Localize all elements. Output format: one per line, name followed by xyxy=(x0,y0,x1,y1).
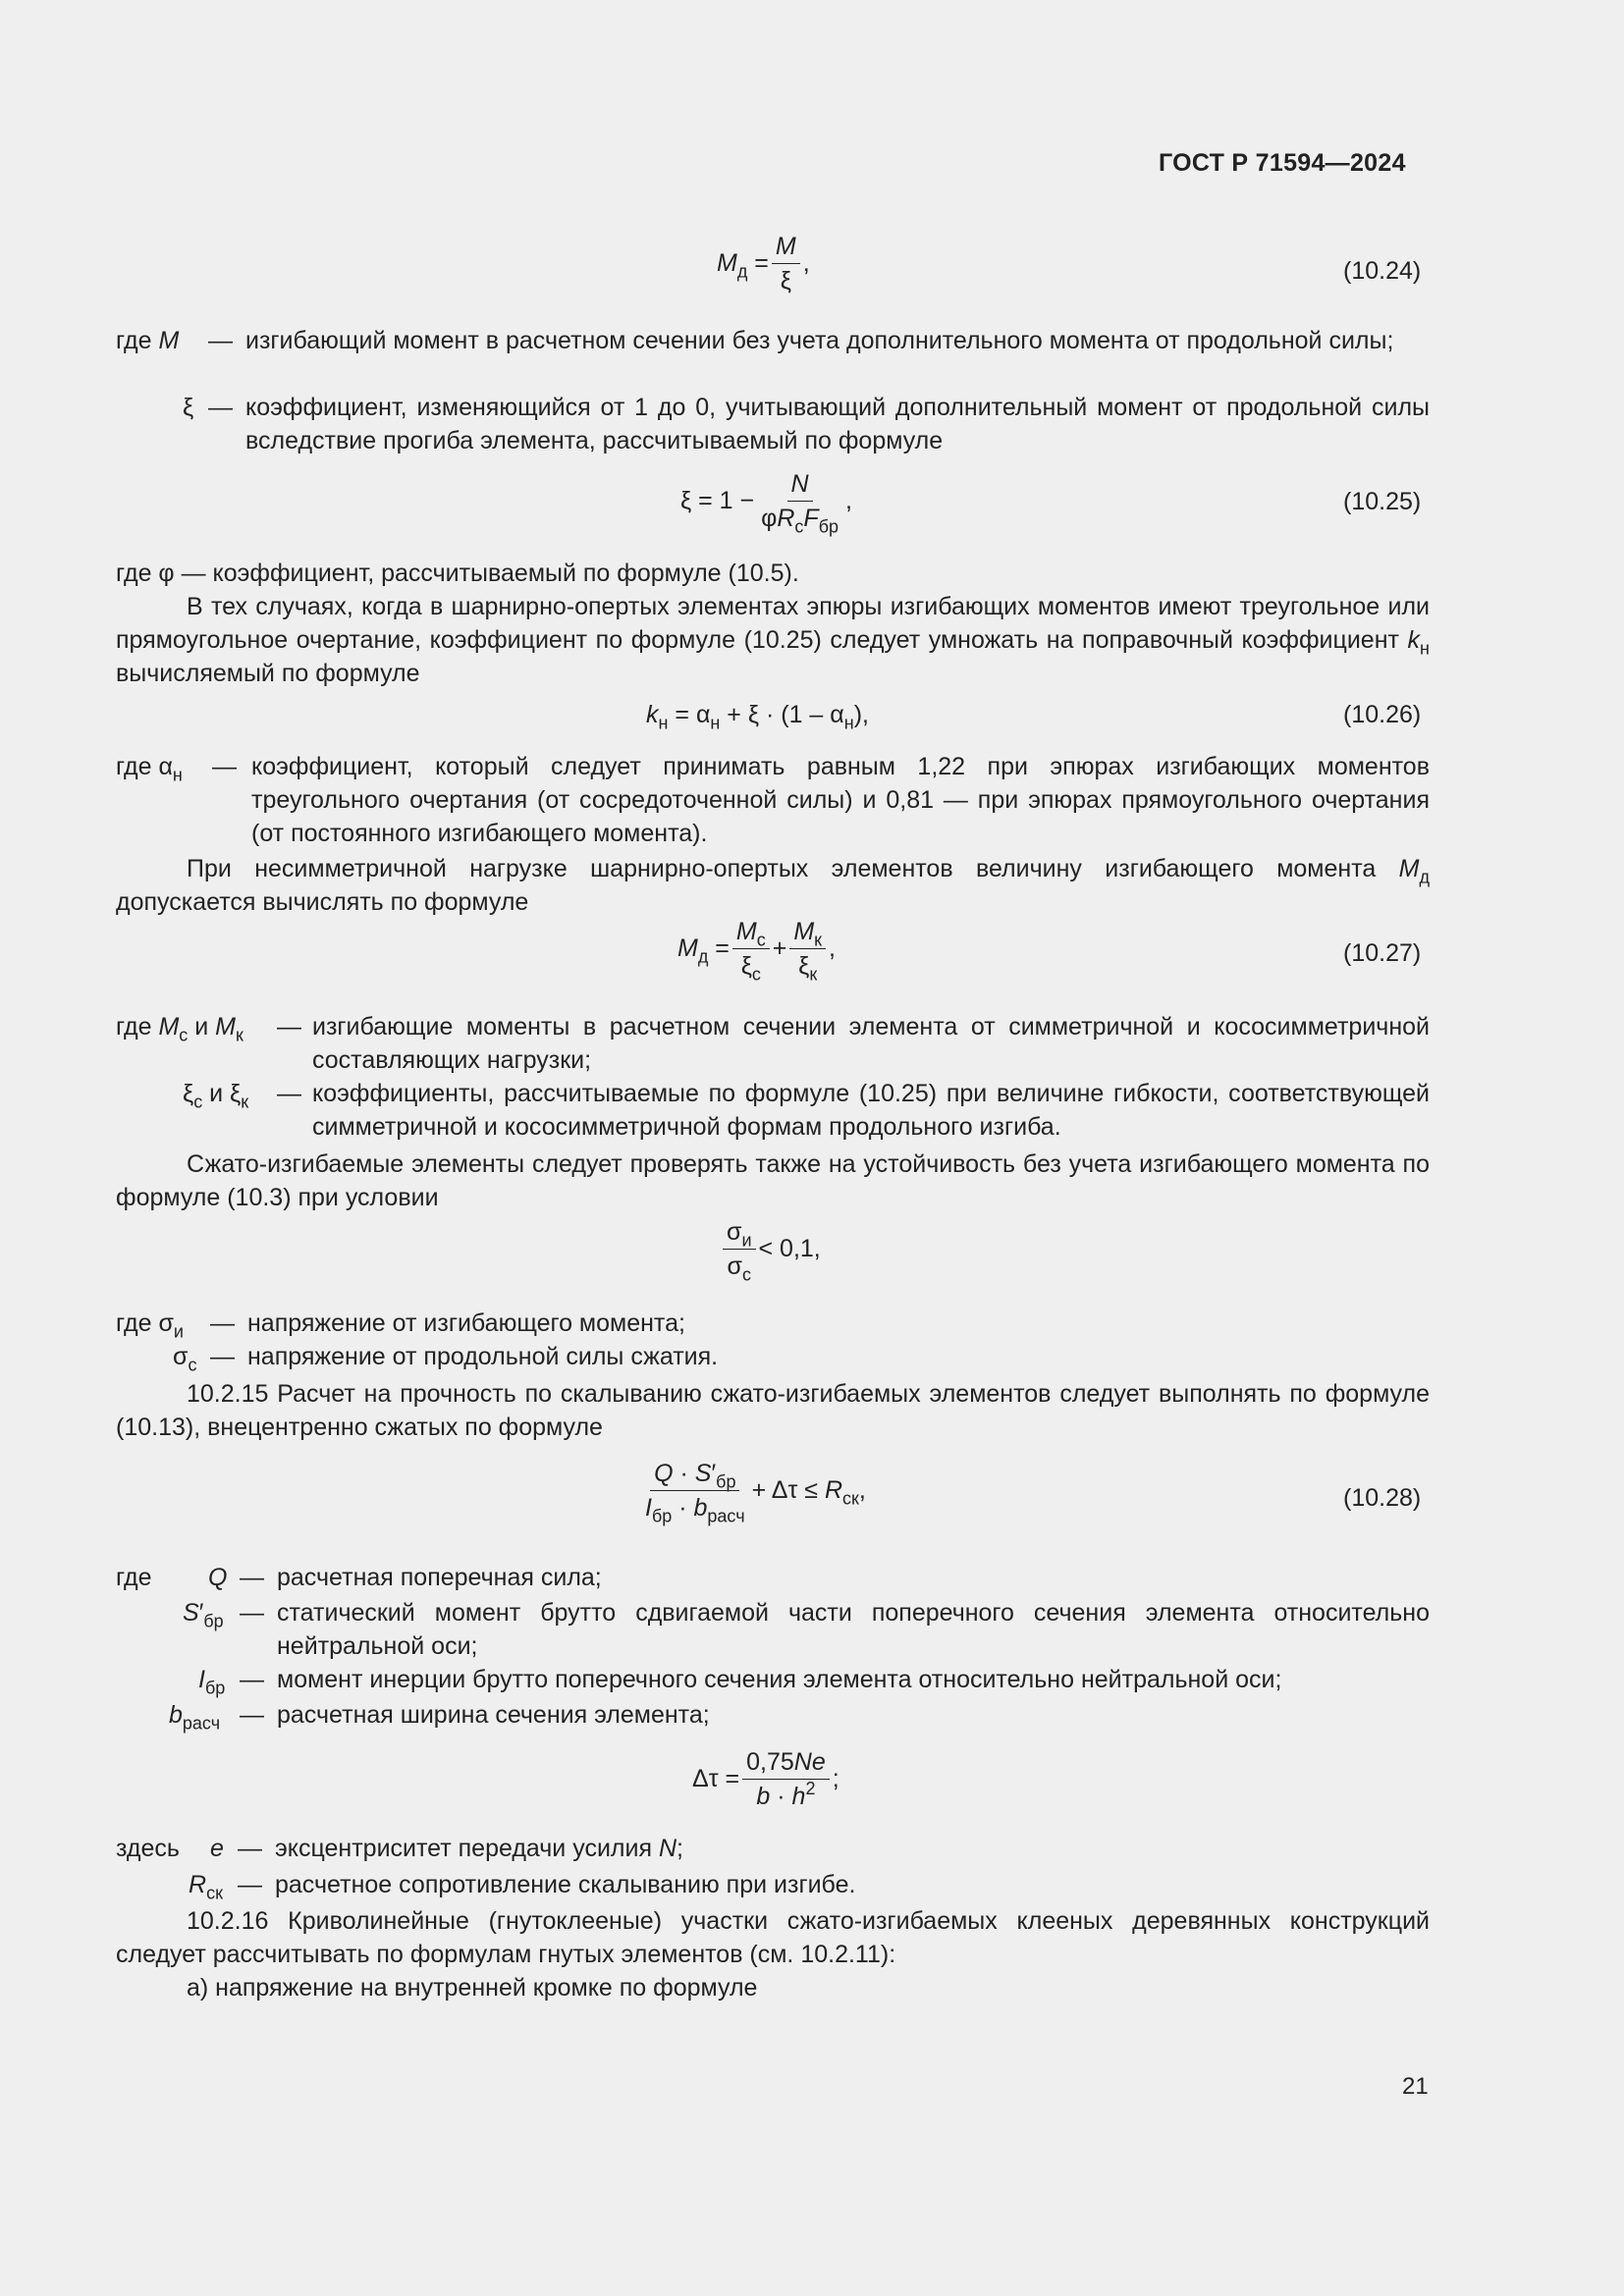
formula-delta-tau: Δτ = $\frac{0,75Ne}{b \cdot h^2}$ ; xyxy=(692,1748,839,1810)
where-label: где xyxy=(116,753,152,780)
where-label: где xyxy=(116,1564,152,1591)
formula-10-28: $\frac{Q \cdot S'_{бр}}{I_{бр} \cdot b_{расч}}$ + Δτ ≤ $R_{ск}$, xyxy=(645,1460,866,1526)
formula-10-24: $M_д$ = $\frac{M}{\xi}$ , xyxy=(717,233,810,294)
paragraph-10-2-16: 10.2.16 Криволинейные (гнутоклееные) участки сжато-изгибаемых клееных деревянных конструкций следует рассчитывать по формулам гнутых элементов (см. 10.2.11): xyxy=(116,1907,1430,1968)
formula-constant: 0,75 xyxy=(746,1748,794,1776)
paragraph-text: В тех случаях, когда в шарнирно-опертых элементах эпюры изгибающих моментов имеют треугольное или прямоугольное очертание, коэффициент по формуле (10.25) следует умножать на поправочный коэффициент xyxy=(116,593,1430,654)
formula-rhs: + Δτ ≤ xyxy=(751,1476,819,1504)
where-label: где xyxy=(116,1309,152,1337)
definition-phi: где φ — коэффициент, рассчитываемый по формуле (10.5). xyxy=(116,560,799,587)
definition-text: момент инерции брутто поперечного сечения элемента относительно нейтральной оси; xyxy=(277,1666,1282,1693)
condition-value: < 0,1, xyxy=(758,1235,821,1262)
definition-text: изгибающие моменты в расчетном сечении элемента от симметричной и кососимметричной составляющих нагрузки; xyxy=(312,1013,1430,1074)
formula-10-26: $k_н = \alpha_н + \xi \cdot (1 - \alpha_н)$, xyxy=(646,701,869,733)
equation-number: (10.26) xyxy=(1343,701,1422,728)
paragraph-text: При несимметричной нагрузке шарнирно-опертых элементов величину изгибающего момента xyxy=(187,855,1377,882)
here-label: здесь xyxy=(116,1835,180,1862)
paragraph-tail: допускается вычислять по формуле xyxy=(116,888,529,916)
formula-condition: $\frac{\sigma_и}{\sigma_с}$ < 0,1, xyxy=(720,1217,821,1281)
formula-lhs: ξ = 1 − xyxy=(680,487,755,514)
equation-number: (10.24) xyxy=(1343,257,1422,285)
definition-text: эксцентриситет передачи усилия xyxy=(275,1835,652,1862)
equation-number: (10.27) xyxy=(1343,939,1422,967)
definition-text: статический момент брутто сдвигаемой части поперечного сечения элемента относительно нейтральной оси; xyxy=(277,1599,1430,1660)
definition-text: напряжение от изгибающего момента; xyxy=(247,1309,685,1337)
definition-text: расчетное сопротивление скалыванию при изгибе. xyxy=(275,1871,856,1898)
formula-10-27: $M_д$ = $\frac{M_c}{\xi_c}$ + $\frac{M_к}{\xi_к}$ , xyxy=(677,918,836,985)
document-code: ГОСТ Р 71594—2024 xyxy=(1159,149,1406,177)
definition-text: расчетная поперечная сила; xyxy=(277,1564,602,1591)
paragraph-10-2-15: 10.2.15 Расчет на прочность по скалыванию сжато-изгибаемых элементов следует выполнять по формуле (10.13), внецентренно сжатых по формуле xyxy=(116,1380,1430,1441)
definition-text: расчетная ширина сечения элемента; xyxy=(277,1701,710,1729)
where-label: где xyxy=(116,327,152,354)
paragraph-asymmetric: При несимметричной нагрузке шарнирно-опертых элементов величину изгибающего момента $M_д$ допускается вычислять по формуле xyxy=(116,855,1430,916)
paragraph-tail: вычисляемый по формуле xyxy=(116,660,420,687)
list-item-a: а) напряжение на внутренней кромке по формуле xyxy=(187,1974,758,2002)
equation-number: (10.25) xyxy=(1343,488,1422,515)
document-page: ГОСТ Р 71594—2024 $M_д$ = $\frac{M}{\xi}$ , (10.24) где M — изгибающий момент в расчетном сечении без учета дополнительного момента от продольной силы; ξ — коэффициент, изменяющийся от 1 до 0, учитывающий дополнительный момент от продольной силы вследствие прогиба элемента, рассчитываемый по формуле ξ = 1 − $\frac{N}{\varphi R_cF_{бр}}$ , (10.25) где φ — коэффициент, рассчитываемый по формуле (10.5). В тех случаях, когда в шарнирно-опертых элементах эпюры изгибающих моментов имеют треугольное или прямоугольное очертание, коэффициент по формуле (10.25) следует умножать на поправочный коэффициент $k_н$ вычисляемый по формуле $k_н = \alpha_н + \xi \cdot (1 - \alpha_н)$, (10.26) где $\alpha_н$ — коэффициент, который следует принимать равным 1,22 при эпюрах изгибающих моментов треугольного очертания (от сосредоточенной силы) и 0,81 — при эпюрах прямоугольного очертания (от постоянного изгибающего момента). При несимметричной нагрузке шарнирно-опертых элементов величину изгибающего момента $M_д$ допускается вычислять по формуле $M_д$ = $\frac{M_c}{\xi_c}$ + $\frac{M_к}{\xi_к}$ , (10.27) где $M_c$ и $M_к$ — изгибающие моменты в расчетном сечении элемента от симметричной и кососимметричной составляющих нагрузки; $\xi_c$ и $\xi_к$ — коэффициенты, рассчитываемые по формуле (10.25) при величине гибкости, соответствующей симметричной и кососимметричной формам продольного изгиба. Сжато-изгибаемые элементы следует проверять также на устойчивость без учета изгибающего момента по формуле (10.3) при условии $\frac{\sigma_и}{\sigma_с}$ < 0,1, где $\sigma_и$ — напряжение от изгибающего момента; $\sigma_с$ — напряжение от продольной силы сжатия. 10.2.15 Расчет на прочность по скалыванию сжато-изгибаемых элементов следует выполнять по формуле (10.13), внецентренно сжатых по формуле $\frac{Q \cdot S'_{бр}}{I_{бр} \cdot b_{расч}}$ + Δτ ≤ $R_{ск}$, (10.28) где Q — расчетная поперечная сила; $S'_{бр}$ — статический момент брутто сдвигаемой части поперечного сечения элемента относительно нейтральной оси; $I_{бр}$ — момент инерции брутто поперечного сечения элемента относительно нейтральной оси; $b_{расч}$ — расчетная ширина сечения элемента; Δτ = $\frac{0,75Ne}{b \cdot h^2}$ ; здесь e — эксцентриситет передачи усилия N; $R_{ск}$ — расчетное сопротивление скалыванию при изгибе. 10.2.16 Криволинейные (гнутоклееные) участки сжато-изгибаемых клееных деревянных конструкций следует рассчитывать по формулам гнутых элементов (см. 10.2.11): а) напряжение на внутренней кромке по формуле 21 xyxy=(116,149,1430,2100)
equation-number: (10.28) xyxy=(1343,1484,1422,1512)
where-label: где xyxy=(116,1013,152,1041)
definition-text: напряжение от продольной силы сжатия. xyxy=(247,1343,719,1370)
page-number: 21 xyxy=(1402,2073,1429,2100)
definition-text: изгибающий момент в расчетном сечении без учета дополнительного момента от продольной силы; xyxy=(245,327,1394,354)
paragraph-stability: Сжато-изгибаемые элементы следует проверять также на устойчивость без учета изгибающего момента по формуле (10.3) при условии xyxy=(116,1150,1430,1211)
formula-10-25: ξ = 1 − $\frac{N}{\varphi R_cF_{бр}}$ , xyxy=(680,470,852,537)
definition-text: коэффициент, который следует принимать равным 1,22 при эпюрах изгибающих моментов треугольного очертания (от сосредоточенной силы) и 0,81 — при эпюрах прямоугольного очертания (от постоянного изгибающего момента). xyxy=(251,753,1430,847)
definition-text: коэффициент, изменяющийся от 1 до 0, учитывающий дополнительный момент от продольной силы вследствие прогиба элемента, рассчитываемый по формуле xyxy=(245,394,1430,454)
paragraph-triangle: В тех случаях, когда в шарнирно-опертых элементах эпюры изгибающих моментов имеют треугольное или прямоугольное очертание, коэффициент по формуле (10.25) следует умножать на поправочный коэффициент $k_н$ вычисляемый по формуле xyxy=(116,593,1430,687)
definition-text: коэффициенты, рассчитываемые по формуле (10.25) при величине гибкости, соответствующей симметричной и кососимметричной формам продольного изгиба. xyxy=(312,1080,1430,1141)
